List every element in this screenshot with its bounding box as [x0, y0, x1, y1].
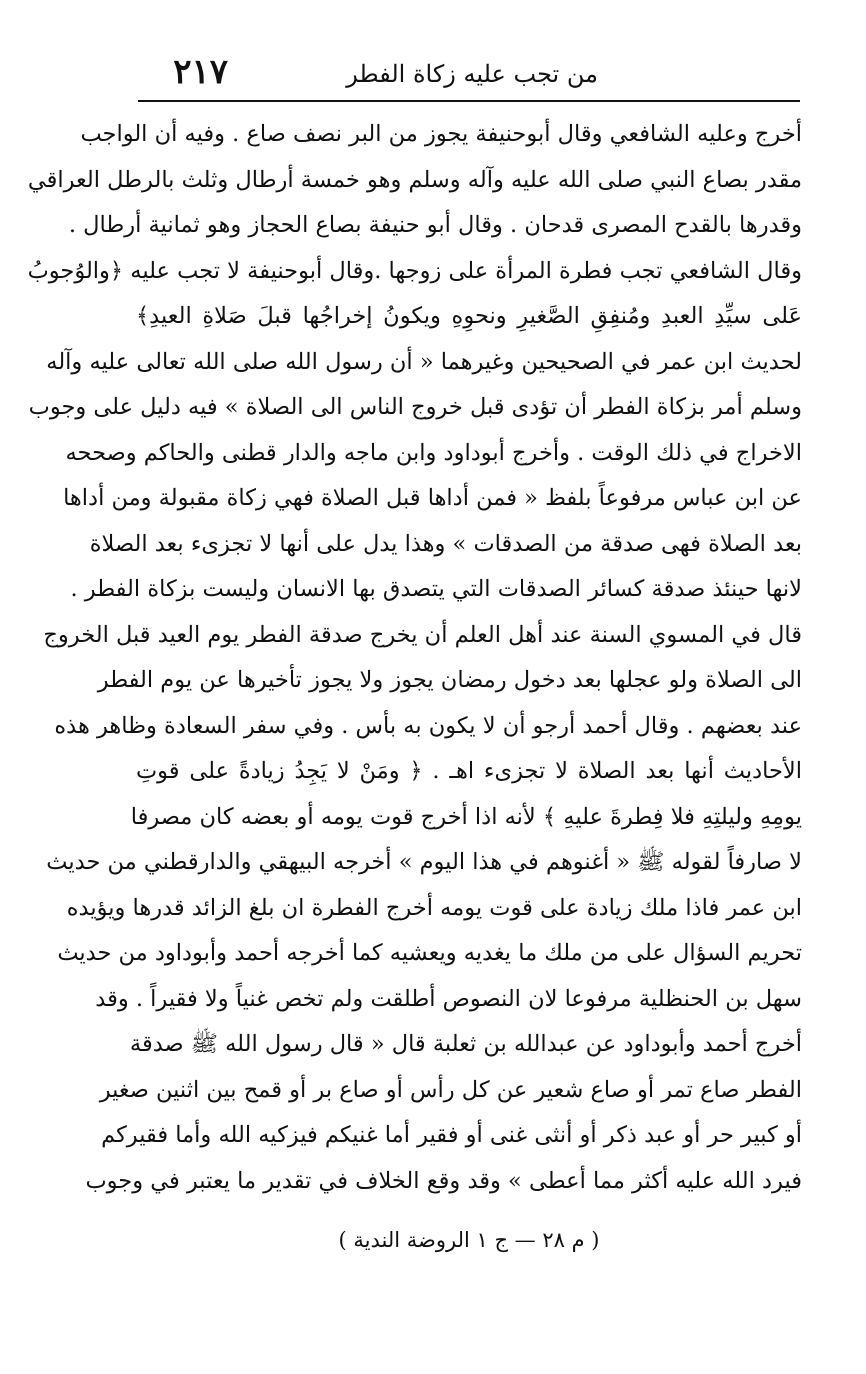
text-line: لا صارفاً لقوله ﷺ « أغنوهم في هذا اليوم » أخرجه البيهقي والدارقطني من حديث	[46, 849, 802, 875]
text-line: تحريم السؤال على من ملك ما يغديه ويعشيه كما أخرجه أحمد وأبوداود من حديث	[57, 940, 802, 966]
text-line: الى الصلاة ولو عجلها بعد دخول رمضان يجوز ولا يجوز تأخيرها عن يوم الفطر	[97, 667, 802, 693]
text-line: لحديث ابن عمر في الصحيحين وغيرهما « أن رسول الله صلى الله تعالى عليه وآله	[46, 348, 802, 375]
text-line: وقدرها بالقدح المصرى قدحان . وقال أبو حنيفة بصاع الحجاز وهو ثمانية أرطال .	[68, 212, 802, 238]
text-line: لانها حينئذ صدقة كسائر الصدقات التي يتصدق بها الانسان وليست بزكاة الفطر .	[70, 576, 802, 602]
text-line: الاخراج في ذلك الوقت . وأخرج أبوداود وابن ماجه والدار قطنى والحاكم وصححه	[65, 439, 802, 466]
text-line: مقدر بصاع النبي صلى الله عليه وآله وسلم وهو خمسة أرطال وثلث بالرطل العراقي	[27, 166, 802, 193]
text-line: ابن عمر فاذا ملك زيادة على قوت يومه أخرج الفطرة ان بلغ الزائد قدرها ويؤيده	[66, 894, 802, 921]
text-line: يومِهِ وليلتِهِ فلا فِطرةَ عليهِ ﴾ لأنه اذا أخرج قوت يومه أو بعضه كان مصرفا	[130, 803, 802, 830]
text-line: فيرد الله عليه أكثر مما أعطى » وقد وقع الخلاف في تقدير ما يعتبر في وجوب	[85, 1167, 802, 1194]
text-line: قال في المسوي السنة عند أهل العلم أن يخرج صدقة الفطر يوم العيد قبل الخروج	[43, 621, 802, 648]
text-line: عن ابن عباس مرفوعاً بلفظ « فمن أداها قبل الصلاة فهي زكاة مقبولة ومن أداها	[63, 485, 802, 511]
text-line: وقال الشافعي تجب فطرة المرأة على زوجها .وقال أبوحنيفة لا تجب عليه ﴿والوُجوبُ	[27, 257, 802, 284]
text-line: عند بعضهم . وقال أحمد أرجو أن لا يكون به بأس . وفي سفر السعادة وظاهر هذه	[54, 712, 802, 739]
body-text	[27, 112, 802, 1204]
text-line: أو كبير حر أو عبد ذكر أو أنثى غنى أو فقير أما غنيكم فيزكيه الله وأما فقيركم	[101, 1122, 802, 1148]
page-number: ٢١٧	[173, 52, 228, 92]
text-line: عَلى سيِّدِ العبدِ ومُنفِقِ الصَّغيرِ ونحوِهِ ويكونُ إخراجُها قبلَ صَلاةِ العيدِ﴾	[136, 303, 802, 329]
footer-signature: ( م ٢٨ — ج ١ الروضة الندية )	[338, 1228, 600, 1252]
text-line: وسلم أمر بزكاة الفطر أن تؤدى قبل خروج الناس الى الصلاة » فيه دليل على وجوب	[28, 394, 802, 420]
page-header	[138, 48, 798, 100]
text-line: بعد الصلاة فهى صدقة من الصدقات » وهذا يدل على أنها لا تجزىء بعد الصلاة	[89, 530, 802, 557]
text-line: الأحاديث أنها بعد الصلاة لا تجزىء اهـ . ﴿ ومَنْ لا يَجِدُ زيادةً على قوتِ	[136, 758, 802, 784]
running-title: من تجب عليه زكاة الفطر	[346, 60, 598, 88]
text-line: الفطر صاع تمر أو صاع شعير عن كل رأس أو صاع بر أو قمح بين اثنين صغير	[99, 1076, 802, 1103]
text-line: أخرج أحمد وأبوداود عن عبدالله بن ثعلبة قال « قال رسول الله ﷺ صدقة	[129, 1031, 802, 1057]
text-line: أخرج وعليه الشافعي وقال أبوحنيفة يجوز من البر نصف صاع . وفيه أن الواجب	[80, 121, 802, 147]
header-rule	[138, 100, 800, 102]
text-line: سهل بن الحنظلية مرفوعا لان النصوص أطلقت ولم تخص غنياً ولا فقيراً . وقد	[95, 985, 802, 1012]
